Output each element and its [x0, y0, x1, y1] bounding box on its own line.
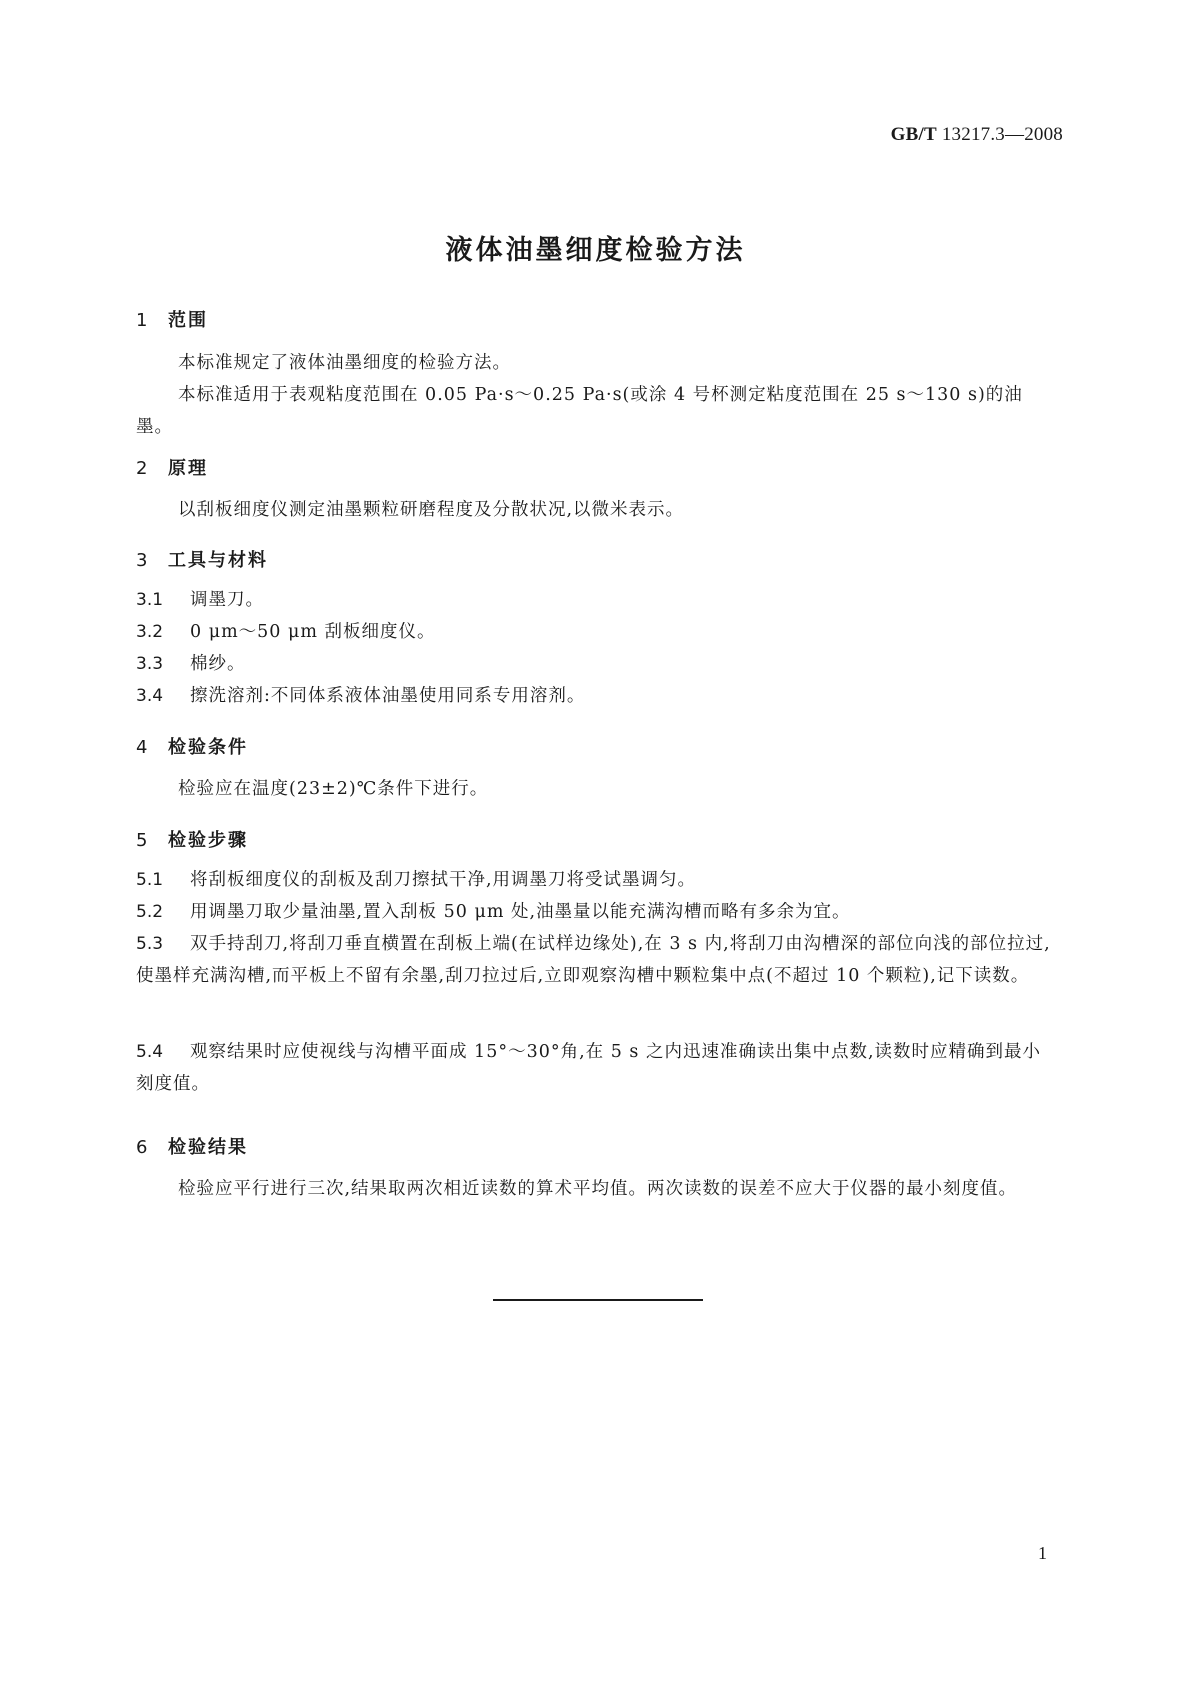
end-of-document-rule: [493, 1299, 703, 1301]
standard-code-number: 13217.3—2008: [936, 124, 1063, 145]
section-number: 2: [136, 458, 150, 479]
item-text: 调墨刀。: [190, 590, 264, 610]
section-title: 检验结果: [168, 1137, 248, 1158]
item-text: 双手持刮刀,将刮刀垂直横置在刮板上端(在试样边缘处),在 3 s 内,将刮刀由沟槽深的部位向浅的部位拉过,使墨样充满沟槽,而平板上不留有余墨,刮刀拉过后,立即观察沟槽中颗粒集中点(不超过 10 个颗粒),记下读数。: [136, 934, 1051, 986]
standard-code: [891, 124, 1063, 146]
section-title: 原理: [168, 458, 208, 479]
item-text: 用调墨刀取少量油墨,置入刮板 50 μm 处,油墨量以能充满沟槽而略有多余为宜。: [190, 902, 851, 922]
list-item: [136, 864, 1056, 896]
item-number: 5.1: [136, 870, 164, 890]
section-number: 5: [136, 830, 150, 851]
list-item: [136, 648, 1056, 680]
item-number: 5.2: [136, 902, 164, 922]
paragraph: 检验应平行进行三次,结果取两次相近读数的算术平均值。两次读数的误差不应大于仪器的最小刻度值。: [178, 1179, 1018, 1199]
section-title: 范围: [168, 310, 208, 331]
list-item: [136, 1036, 1056, 1100]
list-item: [136, 680, 1056, 712]
section-title: 检验步骤: [168, 830, 248, 851]
item-number: 5.4: [136, 1042, 164, 1062]
list-item: [136, 584, 1056, 616]
paragraph: 本标准规定了液体油墨细度的检验方法。: [178, 353, 511, 373]
section-title: 检验条件: [168, 737, 248, 758]
item-number: 3.1: [136, 590, 164, 610]
section-title: 工具与材料: [168, 550, 268, 571]
section-number: 1: [136, 310, 150, 331]
item-text: 棉纱。: [190, 654, 246, 674]
section-number: 6: [136, 1137, 150, 1158]
section-heading-5: [136, 826, 248, 852]
page-number: 1: [1038, 1543, 1047, 1563]
document-title: 液体油墨细度检验方法: [445, 235, 746, 266]
paragraph: 本标准适用于表观粘度范围在 0.05 Pa·s～0.25 Pa·s(或涂 4 号杯测定粘度范围在 25 s～130 s)的油墨。: [136, 385, 1023, 437]
section-heading-6: [136, 1133, 248, 1159]
item-text: 擦洗溶剂:不同体系液体油墨使用同系专用溶剂。: [190, 686, 586, 706]
section-heading-1: [136, 306, 208, 332]
section-heading-2: [136, 454, 208, 480]
paragraph: 以刮板细度仪测定油墨颗粒研磨程度及分散状况,以微米表示。: [178, 500, 685, 520]
section-number: 3: [136, 550, 150, 571]
section-heading-3: [136, 546, 268, 572]
item-text: 0 μm～50 μm 刮板细度仪。: [190, 622, 436, 642]
list-item: [136, 896, 1056, 928]
item-number: 5.3: [136, 934, 164, 954]
list-item: [136, 928, 1056, 992]
standard-code-prefix: GB/T: [890, 124, 937, 145]
section-number: 4: [136, 737, 150, 758]
item-text: 观察结果时应使视线与沟槽平面成 15°～30°角,在 5 s 之内迅速准确读出集中点数,读数时应精确到最小刻度值。: [136, 1042, 1042, 1094]
section-heading-4: [136, 733, 248, 759]
list-item: [136, 616, 1056, 648]
item-number: 3.4: [136, 686, 164, 706]
item-text: 将刮板细度仪的刮板及刮刀擦拭干净,用调墨刀将受试墨调匀。: [190, 870, 697, 890]
item-number: 3.3: [136, 654, 164, 674]
paragraph: 检验应在温度(23±2)℃条件下进行。: [178, 779, 489, 799]
item-number: 3.2: [136, 622, 164, 642]
